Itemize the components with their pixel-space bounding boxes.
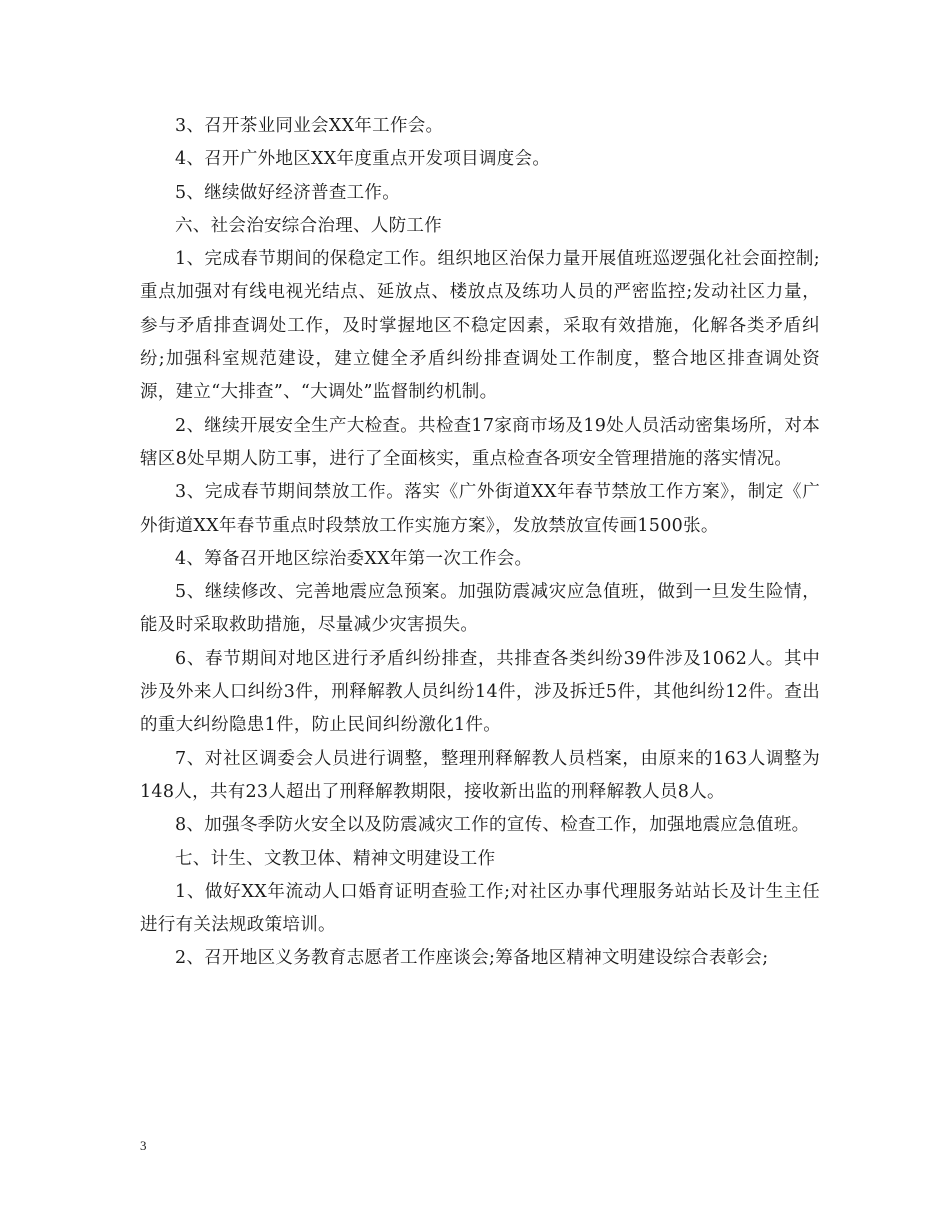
section-heading: 六、社会治安综合治理、人防工作 [175, 215, 442, 236]
paragraph: 3、召开茶业同业会XX年工作会。 [175, 116, 444, 136]
page-number: 3 [140, 1138, 147, 1153]
paragraph: 7、对社区调委会人员进行调整，整理刑释解教人员档案，由原来的163人调整为148人，共有23人超出了刑释解教期限，接收新出监的刑释解教人员8人。 [140, 748, 820, 802]
paragraph: 5、继续修改、完善地震应急预案。加强防震减灾应急值班，做到一旦发生险情，能及时采取救助措施，尽量减少灾害损失。 [140, 582, 820, 636]
paragraph: 6、春节期间对地区进行矛盾纠纷排查，共排查各类纠纷39件涉及1062人。其中涉及外来人口纠纷3件，刑释解教人员纠纷14件，涉及拆迁5件，其他纠纷12件。查出的重大纠纷隐患1件，防止民间纠纷激化1件。 [140, 648, 820, 736]
section-heading: 七、计生、文教卫体、精神文明建设工作 [175, 848, 496, 869]
paragraph: 1、做好XX年流动人口婚育证明查验工作;对社区办事代理服务站站长及计生主任进行有关法规政策培训。 [140, 881, 820, 936]
paragraph: 2、召开地区义务教育志愿者工作座谈会;筹备地区精神文明建设综合表彰会; [175, 948, 769, 969]
paragraph: 2、继续开展安全生产大检查。共检查17家商市场及19处人员活动密集场所，对本辖区8处早期人防工事，进行了全面核实，重点检查各项安全管理措施的落实情况。 [140, 415, 820, 469]
paragraph: 5、继续做好经济普查工作。 [175, 182, 401, 203]
paragraph: 4、召开广外地区XX年度重点开发项目调度会。 [175, 149, 551, 170]
paragraph: 3、完成春节期间禁放工作。落实《广外街道XX年春节禁放工作方案》，制定《广外街道XX年春节重点时段禁放工作实施方案》，发放禁放宣传画1500张。 [140, 482, 820, 536]
paragraph: 1、完成春节期间的保稳定工作。组织地区治保力量开展值班巡逻强化社会面控制;重点加强对有线电视光结点、延放点、楼放点及练功人员的严密监控;发动社区力量，参与矛盾排查调处工作，及时掌握地区不稳定因素，采取有效措施，化解各类矛盾纠纷;加强科室规范建设，建立健全矛盾纠纷排查调处工作制度，整合地区排查调处资源，建立“大排查”、“大调处”监督制约机制。 [140, 249, 820, 403]
document-body [140, 110, 820, 976]
paragraph: 4、筹备召开地区综治委XX年第一次工作会。 [175, 548, 533, 569]
paragraph: 8、加强冬季防火安全以及防震减灾工作的宣传、检查工作，加强地震应急值班。 [175, 815, 810, 836]
